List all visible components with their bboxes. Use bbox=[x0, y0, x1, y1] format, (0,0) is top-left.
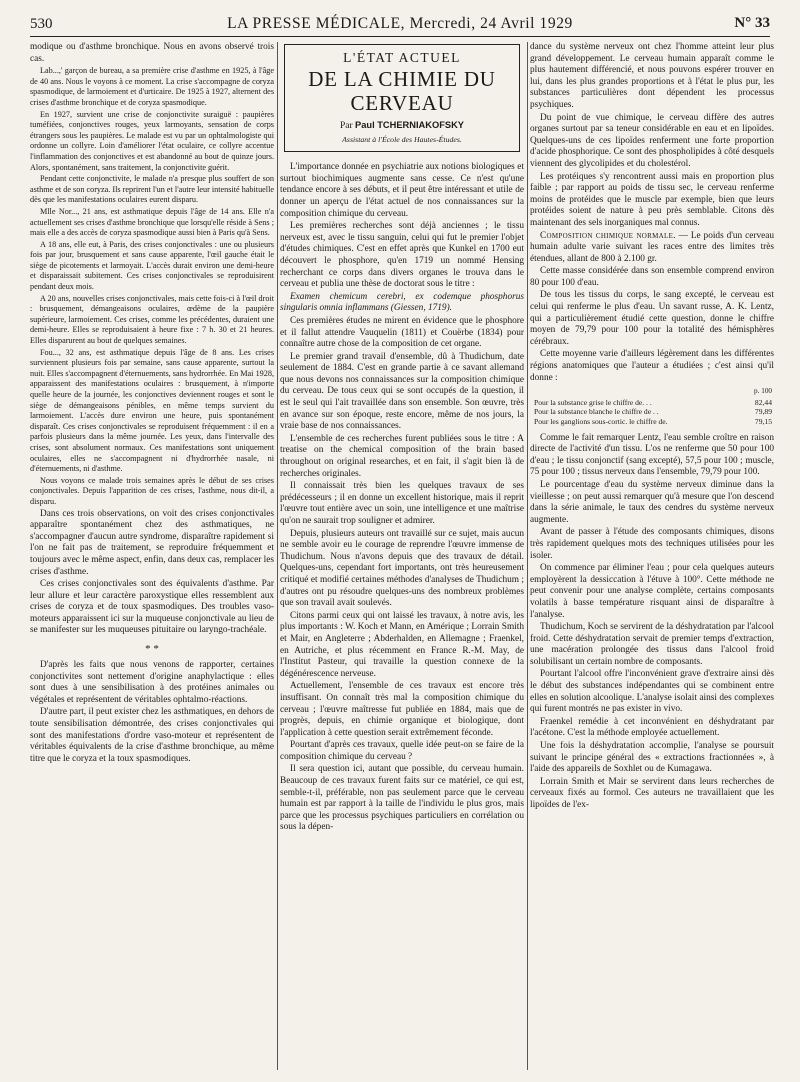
byline-prefix: Par bbox=[339, 121, 353, 131]
article-title-box bbox=[284, 44, 520, 152]
table-cell-label: Pour la substance blanche le chiffre de . . bbox=[534, 407, 659, 417]
table-cell-value: 79,15 bbox=[754, 417, 772, 426]
column-left bbox=[30, 42, 274, 766]
paragraph: Le pourcentage d'eau du système nerveux diminue dans la vieillesse ; on peut aussi remarquer qu'à mesure que l'on descend dans la série animale, le taux des cendres du système nerveux augmente. bbox=[530, 479, 774, 525]
page-number: 530 bbox=[30, 16, 53, 32]
section-separator: * * bbox=[145, 643, 159, 656]
paragraph: D'autre part, il peut exister chez les asthmatiques, en dehors de toute sensibilisation démontrée, des crises conjonctivales qui sont des manifestations d'ordre vaso-moteur et représentent de véritables équivalents de la crise d'asthme bronchique, au même titre que le coryza et la toux spasmodiques. bbox=[30, 707, 274, 764]
table-cell-label: Pour la substance grise le chiffre de. . . bbox=[534, 397, 652, 407]
table-row bbox=[530, 407, 774, 417]
paragraph: Depuis, plusieurs auteurs ont travaillé sur ce sujet, mais aucun ne semble avoir eu le courage de reprendre l'œuvre immense de Thudichum. Nous n'avons depuis que des travaux de détail. Quelques-uns, cependant fort importants, ont très heureusement critiqué et modifié certaines méthodes d'analyses de Thudichum ; d'autres ont pu résoudre quelques-uns des nombreux problèmes que son travail avait soulevés. bbox=[280, 528, 524, 609]
paragraph: Il sera question ici, autant que possible, du cerveau humain. Beaucoup de ces travaux furent faits sur ce matériel, ce qui est, semble-t-il, préférable, non pas seulement parce que le cerveau humain est par rapport à la taille de l'individu le plus gros, mais parce que les processus psychiques particuliers en corrélation ou sous la dépen- bbox=[280, 764, 524, 833]
paragraph: Comme le fait remarquer Lentz, l'eau semble croître en raison directe de l'activité d'un tissu. L'os ne renferme que 50 pour 100 d'eau ; le tissu conjonctif (sang excepté), 57,5 pour 100 ; muscle, 75 pour 100 ; tissus nerveux dans l'ensemble, 79,79 pour 100. bbox=[530, 432, 774, 478]
case-report: En 1927, survient une crise de conjonctivite suraiguë : paupières tuméfiées, conjonctives rouges, yeux larmoyants, sensation de corps étrangers sous les paupières. Le malade est vu par un ophtalmologiste qui ordonne un collyre. Loin d'améliorer l'état oculaire, ce collyre accentue l'inflammation des conjonctives et est abandonné au bout de quinze jours. Alors, spontanément, sans traitement, la conjonctivite guérit. bbox=[30, 109, 274, 172]
article-pretitle: L'ÉTAT ACTUEL bbox=[343, 50, 461, 65]
table-cell-value: 82,44 bbox=[754, 397, 772, 407]
paragraph: Fraenkel remédie à cet inconvénient en déshydratant par l'acétone. C'est la méthode employée actuellement. bbox=[530, 716, 774, 739]
article-byline bbox=[288, 120, 516, 133]
section-heading: Composition chimique normale. bbox=[540, 230, 676, 241]
publication-title: LA PRESSE MÉDICALE, Mercredi, 24 Avril 1929 bbox=[227, 15, 573, 32]
paragraph: On commence par éliminer l'eau ; pour cela quelques auteurs employèrent la dessiccation à l'étuve à 100°. Cette méthode ne peut convenir pour une analyse complète, certains composants volatils à basse température risquant ainsi de disparaître à l'analyse. bbox=[530, 563, 774, 620]
paragraph: De tous les tissus du corps, le sang excepté, le cerveau est celui qui renferme le plus d'eau. Un savant russe, A. K. Lentz, qui a particulièrement étudié cette question, donne le chiffre moyen de 79,79 pour 100 pour la totalité des hémisphères cérébraux. bbox=[530, 290, 774, 347]
table-row bbox=[530, 417, 774, 427]
author-name: Paul TCHERNIAKOFSKY bbox=[355, 120, 465, 130]
paragraph: Thudichum, Koch se servirent de la déshydratation par l'alcool froid. Cette déshydratation servait de premier temps d'extraction, une macération prolongée des tissus dans l'alcool froid solubilisant un certain nombre de composants. bbox=[530, 622, 774, 667]
paragraph: Pourtant d'après ces travaux, quelle idée peut-on se faire de la composition chimique du cerveau ? bbox=[280, 740, 524, 762]
page-header bbox=[30, 14, 770, 37]
case-report: A 20 ans, nouvelles crises conjonctivales, mais cette fois-ci à l'œil droit : brusquement, démangeaisons oculaires, œdème de la paupière supérieure, larmoiement. Ces crises, comme les précédentes, duraient une demi-heure. Elles se reproduisaient à heure fixe : 7 h. 30 et 21 heures. Elles disparurent au bout de quelques semaines. bbox=[30, 293, 274, 346]
paragraph: Il connaissait très bien les quelques travaux de ses prédécesseurs ; il en donne un excellent historique, mais il reprit l'œuvre tout entière avec un soin, une intelligence et une maîtrise qu'on ne saurait trop souligner et admirer. bbox=[280, 481, 524, 526]
paragraph: Cette masse considérée dans son ensemble comprend environ 80 pour 100 d'eau. bbox=[530, 266, 774, 288]
paragraph: Les protéiques s'y rencontrent aussi mais en proportion plus faible ; par rapport au poids de tissu sec, le cerveau renferme moins de protéides que le muscle par exemple, bien que leurs protéides soient de nature à peu près semblable. Citons dès maintenant des sels inorganiques mal connus. bbox=[530, 171, 774, 228]
composition-text: — Le poids d'un cerveau humain adulte varie suivant les races entre des limites très étendues, allant de 800 à 2.100 gr. bbox=[530, 230, 774, 264]
paragraph: Une fois la déshydratation accomplie, l'analyse se poursuit suivant le principe général des « extractions fractionnées », à l'aide des appareils de Soxhlet ou de Kumagawa. bbox=[530, 741, 774, 775]
paragraph: Lorrain Smith et Mair se servirent dans leurs recherches de cerveaux fixés au formol. Ces auteurs ne travaillaient que les lipoïdes de l'ex- bbox=[530, 776, 774, 810]
issue-number: N° 33 bbox=[734, 15, 770, 31]
author-affiliation: Assistant à l'École des Hautes-Études. bbox=[342, 134, 462, 144]
case-report: Mlle Nor..., 21 ans, est asthmatique depuis l'âge de 14 ans. Elle n'a actuellement ses crises d'asthme bronchique que lorsqu'elle réside à Sens ; mais elle a des accès de coryza spasmodique aussi bien à Paris qu'à Sens. bbox=[30, 206, 274, 238]
paragraph: Actuellement, l'ensemble de ces travaux est encore très insuffisant. On connaît très mal la composition chimique du cerveau ; l'œuvre maîtresse fut publiée en 1884, mais que de progrès, depuis, en chimie organique et biologique, dont l'application à cette question serait extrêmement féconde. bbox=[280, 681, 524, 738]
paragraph: Le premier grand travail d'ensemble, dû à Thudichum, date seulement de 1884. C'est en grande partie à ce savant allemand que nous devons nos connaissances sur la composition chimique du cerveau. De tous ceux qui se sont occupés de la question, il est le seul qui l'ait travaillée dans son ensemble. Son œuvre, très en avance sur son époque, reste encore, même de nos jours, la vraie base de nos connaissances. bbox=[280, 351, 524, 432]
paragraph: dance du système nerveux ont chez l'homme atteint leur plus grand développement. Le cerveau humain apparaît comme le plus hautement différencié, et nous pouvons espérer trouver en lui, dans les plus grandes proportions et à l'état le plus pur, les substances particulières dont dépendent les processus psychiques. bbox=[530, 42, 774, 110]
thesis-title: Examen chemicum cerebri, ex codemque phosphorus singularis omnia inflammans (Giessen, 1719). bbox=[280, 291, 524, 314]
table-unit: p. 100 bbox=[754, 387, 772, 396]
paragraph: Dans ces trois observations, on voit des crises conjonctivales apparaître spontanément chez des asthmatiques, ne s'accompagner d'aucun autre syndrome, disparaître rapidement si l'on ne fait pas de traitement, se reproduire fréquemment et toujours avec le même aspect, enfin, dans deux cas, remplacer les crises d'asthme. bbox=[30, 508, 274, 577]
case-report: A 18 ans, elle eut, à Paris, des crises conjonctivales : une ou plusieurs fois par jour, brusquement et sans cause apparente, l'œil gauche était le siège de picotements et larmoyait. L'accès durait environ une demi-heure et disparaissait subitement. Ces crises conjonctivales se reproduisirent pendant deux mois. bbox=[30, 239, 274, 292]
paragraph: Ces premières études ne mirent en évidence que le phosphore et il fallut attendre Vauquelin (1811) et Couërbe (1834) pour connaître autre chose de la composition de cet organe. bbox=[280, 315, 524, 350]
paragraph: Du point de vue chimique, le cerveau diffère des autres organes surtout par sa teneur considérable en eau et en lipoïdes. Quelques-uns de ces lipoïdes renferment une forte proportion d'acide phosphorique. Ce sont des phospholipides à côté desquels viennent des glycolipides et du cholestérol. bbox=[530, 112, 774, 169]
column-right bbox=[530, 42, 774, 813]
table-cell-value: 79,89 bbox=[754, 407, 772, 417]
article-title: DE LA CHIMIE DU CERVEAU bbox=[308, 67, 496, 115]
paragraph: L'ensemble de ces recherches furent publiées sous le titre : A treatise on the chemical composition of the brain based throughout on original researches, et en fait, il s'agit bien là de recherches originales. bbox=[280, 433, 524, 479]
table-row bbox=[530, 398, 774, 408]
paragraph: Citons parmi ceux qui ont laissé les travaux, à notre avis, les plus importants : W. Koch et Mann, en Amérique ; Lorrain Smith et Mair, en Angleterre ; Abderhalden, en Allemagne ; Fraenkel, en Autriche, et plus récemment en France R.-M. May, de l'Institut Pasteur, qui travaille la question connexe de la dégénérescence nerveuse. bbox=[280, 610, 524, 679]
table-cell-label: Pour les ganglions sous-cortic. le chiffre de. bbox=[534, 417, 668, 426]
paragraph: L'importance donnée en psychiatrie aux notions biologiques et surtout biochimiques augmente sans cesse. Ce n'est qu'une tendance encore à ses débuts, et il peut être intéressant et utile de donner un aperçu de l'état actuel de nos connaissances sur la composition chimique du cerveau. bbox=[280, 162, 524, 219]
paragraph: Les premières recherches sont déjà anciennes ; le tissu nerveux est, avec le tissu sanguin, celui qui fut le premier l'objet d'études chimiques. C'est en effet après que Kunkel en 1700 eut découvert le phosphore, qu'en 1719 un nommé Hensing recherchant ce corps dans divers organes le trouva dans le cerveau et publia une thèse de doctorat sous le titre : bbox=[280, 221, 524, 290]
case-report: Pendant cette conjonctivite, le malade n'a presque plus souffert de son asthme et de son coryza. Ils reprirent l'un et l'autre leur intensité habituelle dès que les manifestations oculaires eurent disparu. bbox=[30, 174, 274, 205]
case-report: Fou..., 32 ans, est asthmatique depuis l'âge de 8 ans. Les crises surviennent plusieurs fois par semaine, sans cause apparente, surtout la nuit. Elles s'accompagnent d'éternuements, sans hydrorrhée. En Mai 1928, apparaissent des manifestations oculaires : brusquement, à n'importe quelle heure de la journée, les conjonctives deviennent rouges et sont le siège de démangeaisons pénibles, en même temps survient du larmoiement. L'accès dure environ une heure, puis spontanément disparaît. Ces crises conjonctivales se reproduisent fréquemment : il en a parfois plusieurs dans la même journée. Les yeux, dans l'intervalle des crises, sont absolument normaux. Ces manifestations sont uniquement oculaires, elles ne s'accompagnent ni d'hydrorrhée nasale, ni d'éternuements, ni d'asthme. bbox=[30, 347, 274, 474]
case-report: Lab...,' garçon de bureau, a sa première crise d'asthme en 1925, à l'âge de 40 ans. Nous le voyons à ce moment. La crise s'accompagne de coryza spasmodique, de larmoiement et d'urticaire. De 1925 à 1927, alternent des crises d'asthme bronchique et de coryza spasmodique. bbox=[30, 66, 274, 107]
case-report: Nous voyons ce malade trois semaines après le début de ses crises conjonctivales. Depuis l'apparition de ces crises, l'asthme, nous dit-il, a disparu. bbox=[30, 475, 274, 506]
composition-paragraph bbox=[530, 231, 774, 266]
column-rule bbox=[277, 42, 278, 1070]
paragraph: D'après les faits que nous venons de rapporter, certaines conjonctivites sont nettement d'origine anaphylactique : elles sont dues à une sensibilisation à des protéines animales ou végétales et représentent de véritables ophtalmo-réactions. bbox=[30, 660, 274, 705]
water-content-table bbox=[530, 386, 774, 426]
paragraph: Cette moyenne varie d'ailleurs légèrement dans les différentes régions anatomiques que l'auteur a étudiées ; c'est ainsi qu'il donne : bbox=[530, 349, 774, 383]
paragraph: modique ou d'asthme bronchique. Nous en avons observé trois cas. bbox=[30, 42, 274, 64]
paragraph: Avant de passer à l'étude des composants chimiques, disons très rapidement quelques mots des techniques utilisées pour les isoler. bbox=[530, 527, 774, 561]
paragraph: Ces crises conjonctivales sont des équivalents d'asthme. Par leur allure et leur caractère paroxystique elles ressemblent aux crises de coryza et de toux spasmodiques. Des troubles vaso-moteurs apparaissent ici sur la muqueuse conjonctivale au lieu de se manifester sur les muqueuses pituitaire ou laryngo-trachéale. bbox=[30, 579, 274, 636]
paragraph: Pourtant l'alcool offre l'inconvénient grave d'extraire ainsi dès le début des substances indépendantes qui se combinent entre elles en solution alcoolique. L'analyse isolait ainsi des complexes qui furent montrés ne pas exister in vivo. bbox=[530, 669, 774, 715]
table-header-row bbox=[530, 386, 774, 398]
column-middle bbox=[280, 42, 524, 835]
column-rule bbox=[527, 42, 528, 1070]
